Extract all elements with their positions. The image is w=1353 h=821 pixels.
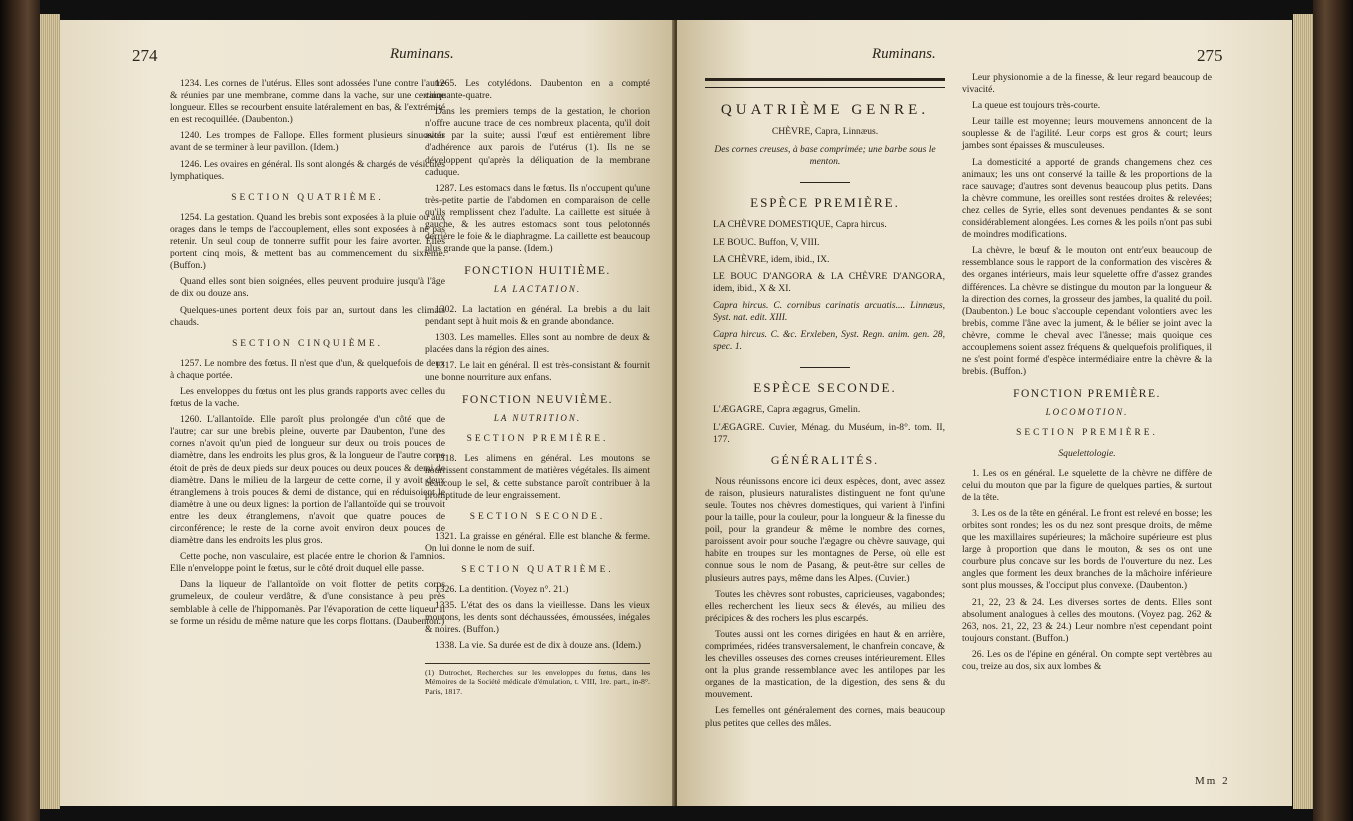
divider [800,182,850,183]
section-heading: SECTION QUATRIÈME. [461,565,614,575]
species-heading: ESPÈCE SECONDE. [753,380,897,396]
synonym-line: LE BOUC D'ANGORA & LA CHÈVRE D'ANGORA, idem, ibid., X & XI. [713,270,945,294]
section-heading: SECTION CINQUIÈME. [232,338,383,349]
subheading: LOCOMOTION. [1045,407,1129,418]
synonym-line: LE BOUC. Buffon, V, VIII. [713,236,820,248]
paragraph: 1234. Les cornes de l'utérus. Elles sont adossées l'une contre l'autre & réunies par une membrane, comme dans la vache, sur une certaine longueur. Elles se recourbent ensuite latéralement en bas, & l'extrémité en est recoquillée. (Daubenton.) [170,78,445,126]
function-heading: FONCTION HUITIÈME. [464,265,611,278]
section-heading: SECTION QUATRIÈME. [231,192,384,203]
genus-title: QUATRIÈME GENRE. [720,102,930,118]
paragraph: Dans les premiers temps de la gestation, le chorion n'offre aucune trace de ces nombreux placenta, qu'il doit avoir par la suite; aussi l'œuf est entièrement libre d'adhérence aux parois de l'utérus (1). Ils ne se développent qu'après la déliquation de la membrane caduque. [425,106,650,178]
paragraph: 1287. Les estomacs dans le fœtus. Ils n'occupent qu'une très-petite partie de l'abdomen en comparaison de celle qu'ils remplissent chez l'adulte. La caillette est située à gauche, & les autres estomacs sont tous pelotonnés derrière le foie & le diaphragme. La caillette est beaucoup plus grande que la panse. (Idem.) [425,182,650,255]
paragraph: Toutes les chèvres sont robustes, capricieuses, vagabondes; elles recherchent les lieux secs & élevés, au milieu des précipices & des rochers les plus escarpés. [705,588,945,624]
paragraph: La domesticité a apporté de grands changemens chez ces animaux; les uns ont conservé la taille & les proportions de la race sauvage; d'autres sont devenus beaucoup plus petits. Dans la chèvre commune, les oreilles sont restées droites & relevées; chez celles de Syrie, elles sont devenues pendantes & se sont considérablement alongées. Les cornes & les poils n'ont pas subi de moindres modifications. [962,156,1212,241]
paragraph: 1338. La vie. Sa durée est de dix à douze ans. (Idem.) [435,640,641,652]
footnote: (1) Dutrochet, Recherches sur les enveloppes du fœtus, dans les Mémoires de la Société médicale d'émulation, t. VIII, 1re. part., in-8°. Paris, 1817. [425,663,650,697]
species-heading: ESPÈCE PREMIÈRE. [750,195,900,211]
synonym-line: L'ÆGAGRE, Capra ægagrus, Gmelin. [713,404,861,416]
paragraph: Nous réunissons encore ici deux espèces, dont, avec assez de raison, plusieurs naturalistes distinguent ne font qu'une seule. Toutes nos chèvres domestiques, qui varient à l'infini pour la taille, pour la couleur, pour la longueur & la finesse du poil, pour la grandeur & même le nombre des cornes, paroissent avoir pour souche l'ægagre ou chèvre sauvage, qui habite en troupes sur les montagnes de Perse, où elle est connue sous le nom de Pasang, & peut-être sur celles de plusieurs autres pays, même dans les Alpes. (Cuvier.) [705,475,945,584]
synonym-line: Capra hircus. C. &c. Erxleben, Syst. Regn. anim. gen. 28, spec. 1. [713,329,945,353]
right-column-1 [705,78,945,734]
paragraph: 21, 22, 23 & 24. Les diverses sortes de dents. Elles sont absolument analogues à celles des moutons. (Voyez pag. 262 & 263, nos. 21, 22, 23 & 24.) Leur nombre n'est cependant point toujours constant. (Buffon.) [962,596,1212,644]
paragraph: Les enveloppes du fœtus ont les plus grands rapports avec celles du fœtus de la vache. [170,385,445,410]
paragraph: 1321. La graisse en général. Elle est blanche & ferme. On lui donne le nom de suif. [425,530,650,554]
paragraph: Leur physionomie a de la finesse, & leur regard beaucoup de vivacité. [962,72,1212,96]
paragraph: 1240. Les trompes de Fallope. Elles forment plusieurs sinuosités avant de se terminer à leur pavillon. (Idem.) [170,130,445,154]
paragraph: 1260. L'allantoïde. Elle paroît plus prolongée d'un côté que de l'autre; car sur une brebis pleine, ouverte par Daubenton, l'une des cornes n'avoit qu'un pied de longueur sur deux ou trois pouces de diamètre, dans les endroits les plus gros, & la longueur de l'autre corne étoit de près de deux pieds sur deux pouces ou deux pouces & demi de diamètre. Dans le milieu de la largeur de cette corne, il y avoit deux étranglemens à trois pouces & demi de distance, qui en réduisoient le diamètre à une ou deux lignes: la portion de l'allantoïde qui se trouvoit entre les deux étranglemens, n'avoit que quatre pouces de circonférence; le reste de la corne avoit environ deux pouces de diamètre dans les endroits les plus gros. [170,414,445,547]
paragraph: 1326. La dentition. (Voyez n°. 21.) [435,584,569,596]
paragraph: 1. Les os en général. Le squelette de la chèvre ne diffère de celui du mouton que par la figure de quelques parties, & surtout de la tête. [962,467,1212,503]
paragraph: 26. Les os de l'épine en général. On compte sept vertèbres au cou, treize au dos, six aux lombes & [962,648,1212,673]
book-binding-left [0,0,40,821]
page-number: 274 [132,46,158,65]
rule [705,87,945,88]
right-page [677,20,1292,806]
section-heading: SECTION SECONDE. [469,511,606,522]
synonym-line: LA CHÈVRE DOMESTIQUE, Capra hircus. [713,219,887,231]
double-rule [705,78,945,81]
synonym-line: L'ÆGAGRE. Cuvier, Ménag. du Muséum, in-8°. tom. II, 177. [713,421,945,445]
paragraph: 1318. Les alimens en général. Les moutons se nourrissent constamment de matières végétales. Ils aiment beaucoup le sel, & cette substance paroît contribuer à la promptitude de leur engraissement. [425,453,650,501]
page-edges-right [1293,14,1313,809]
section-heading: SECTION PREMIÈRE. [466,434,609,445]
function-heading: FONCTION PREMIÈRE. [1013,388,1161,401]
paragraph: 1317. Le lait en général. Il est très-consistant & fournit une bonne nourriture aux enfans. [425,359,650,383]
right-column-2 [962,72,1212,677]
left-column-1 [170,78,445,632]
paragraph: 1303. Les mamelles. Elles sont au nombre de deux & placées dans la région des aines. [425,331,650,355]
paragraph: Cette poche, non vasculaire, est placée entre le chorion & l'amnios. Elle n'enveloppe point le fœtus, sur le côté droit duquel elle passe. [170,551,445,575]
subheading: Squelettologie. [1058,447,1116,459]
paragraph: 3. Les os de la tête en général. Le front est relevé en bosse; les orbites sont rondes; les os du nez sont presque droits, de même que les maxillaires supérieures; la mâchoire supérieure est plus large à proportion que dans le mouton, & ses os ont une courbure plus concave sur les bords de l'ouverture du nez. Les angles que forment les deux branches de la mâchoire inférieure sont plus mousses, & l'occiput plus convexe. (Daubenton.) [962,507,1212,592]
genus-name: CHÈVRE, Capra, Linnæus. [771,126,879,138]
paragraph: 1257. Le nombre des fœtus. Il n'est que d'un, & quelquefois de deux à chaque portée. [170,357,445,381]
paragraph: Dans la liqueur de l'allantoïde on voit flotter de petits corps grumeleux, de couleur verdâtre, & d'une consistance à peu près semblable à celle de l'hippomanès. Par l'évaporation de cette liqueur il se forme un résidu de même nature que les corps flottans. (Daubenton.) [170,579,445,627]
paragraph: 1246. Les ovaires en général. Ils sont alongés & chargés de vésicules lymphatiques. [170,158,445,182]
paragraph: Les femelles ont généralement des cornes, mais beaucoup plus petites que celles des mâles. [705,705,945,729]
page-number: 275 [1197,46,1223,65]
paragraph: Toutes aussi ont les cornes dirigées en haut & en arrière, comprimées, ridées transversalement, le chanfrein concave, & les chevilles osseuses des cornes creuses intérieurement. Elles ont la plus grande ressemblance avec les antilopes par les organes de la mastication, de la digestion, des sens & du mouvement. [705,628,945,701]
left-column-2 [425,78,650,696]
genus-diagnosis: Des cornes creuses, à base comprimée; une barbe sous le menton. [714,144,936,168]
paragraph: 1335. L'état des os dans la vieillesse. Dans les vieux moutons, les dents sont déchaussées, émoussées, inégales & noires. (Buffon.) [425,600,650,636]
page-edges-left [40,14,60,809]
running-head: Ruminans. [872,46,936,62]
running-head: Ruminans. [390,46,454,62]
paragraph: La queue est toujours très-courte. [972,100,1101,112]
divider [800,367,850,368]
book-binding-right [1313,0,1353,821]
paragraph: 1254. La gestation. Quand les brebis sont exposées à la pluie ou aux orages dans le temps de l'accouplement, elles sont exposées à ne pas retenir. Un seul coup de tonnerre suffit pour les faire avorter. Elles portent cinq mois, & mettent bas au commencement du sixième. (Buffon.) [170,211,445,272]
left-page [60,20,675,806]
synonym-line: Capra hircus. C. cornibus carinatis arcuatis.... Linnæus, Syst. nat. edit. XIII. [713,299,945,324]
paragraph: Quelques-unes portent deux fois par an, surtout dans les climats chauds. [170,304,445,328]
paragraph: La chèvre, le bœuf & le mouton ont entr'eux beaucoup de ressemblance sous le rapport de la conformation des viscères & des organes intérieurs, mais leur squelette offre d'assez grandes différences. La chèvre se distingue du mouton par la longueur & la direction des cornes, la grosseur des jambes, la qualité du poil. (Daubenton.) Le bouc s'accouple cependant volontiers avec les brebis, comme l'âne avec la jument, & le bélier se joint avec la chèvre, comme le cheval avec l'ânesse; mais quoique ces accouplemens soient assez fréquens & quelquefois prolifiques, il ne s'est point formé d'espèce intermédiaire entre la chèvre & la brebis. (Buffon.) [962,245,1212,378]
paragraph: Leur taille est moyenne; leurs mouvemens annoncent de la souplesse & de l'agilité. Leur corps est gros & court; leurs jambes sont épaisses & musculeuses. [962,116,1212,152]
signature-mark: Mm 2 [1195,775,1230,787]
function-heading: FONCTION NEUVIÈME. [462,394,613,407]
section-heading: SECTION PREMIÈRE. [1016,428,1158,439]
synonym-line: LA CHÈVRE, idem, ibid., IX. [713,253,830,265]
subheading: LA LACTATION. [493,284,582,295]
subheading: LA NUTRITION. [493,413,582,424]
paragraph: 1265. Les cotylédons. Daubenton en a compté cinquante-quatre. [425,78,650,102]
generalities-heading: GÉNÉRALITÉS. [770,452,880,467]
paragraph: 1302. La lactation en général. La brebis a du lait pendant sept à huit mois & en grande abondance. [425,303,650,327]
paragraph: Quand elles sont bien soignées, elles peuvent produire jusqu'à l'âge de dix ou douze ans. [170,276,445,300]
